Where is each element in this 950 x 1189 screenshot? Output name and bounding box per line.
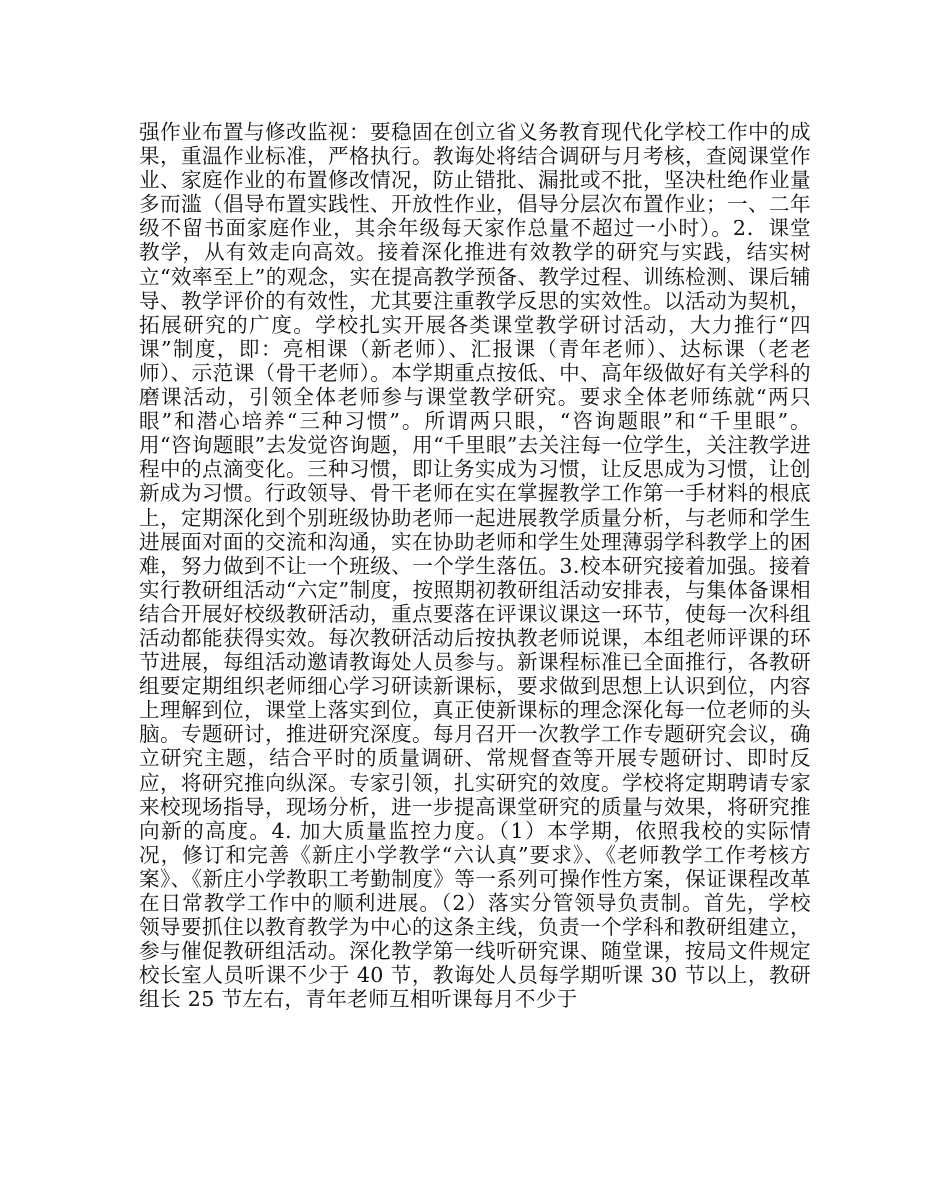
body-paragraph: 强作业布置与修改监视：要稳固在创立省义务教育现代化学校工作中的成果，重温作业标准，严格执行。教诲处将结合调研与月考核，查阅课堂作业、家庭作业的布置修改情况，防止错批、漏批或不批，坚决杜绝作业量多而滥（倡导布置实践性、开放性作业，倡导分层次布置作业；一、二年级不留书面家庭作业，其余年级每天家作总量不超过一小时）。2．课堂教学，从有效走向高效。接着深化推进有效教学的研究与实践，结实树立“效率至上”的观念，实在提高教学预备、教学过程、训练检测、课后辅导、教学评价的有效性，尤其要注重教学反思的实效性。以活动为契机，拓展研究的广度。学校扎实开展各类课堂教学研讨活动，大力推行“四课”制度，即：亮相课（新老师）、汇报课（青年老师）、达标课（老老师）、示范课（骨干老师）。本学期重点按低、中、高年级做好有关学科的磨课活动，引领全体老师参与课堂教学研究。要求全体老师练就“两只眼”和潜心培养“三种习惯”。所谓两只眼，“咨询题眼”和“千里眼”。用“咨询题眼”去发觉咨询题，用“千里眼”去关注每一位学生，关注教学进程中的点滴变化。三种习惯，即让务实成为习惯，让反思成为习惯，让创新成为习惯。行政领导、骨干老师在实在掌握教学工作第一手材料的根底上，定期深化到个别班级协助老师一起进展教学质量分析，与老师和学生进展面对面的交流和沟通，实在协助老师和学生处理薄弱学科教学上的困难，努力做到不让一个班级、一个学生落伍。3.校本研究接着加强。接着实行教研组活动“六定”制度，按照期初教研组活动安排表，与集体备课相结合开展好校级教研活动，重点要落在评课议课这一环节，使每一次科组活动都能获得实效。每次教研活动后按执教老师说课，本组老师评课的环节进展，每组活动邀请教诲处人员参与。新课程标准已全面推行，各教研组要定期组织老师细心学习研读新课标，要求做到思想上认识到位，内容上理解到位，课堂上落实到位，真正使新课标的理念深化每一位老师的头脑。专题研讨，推进研究深度。每月召开一次教学工作专题研究会议，确立研究主题，结合平时的质量调研、常规督查等开展专题研讨、即时反应，将研究推向纵深。专家引领，扎实研究的效度。学校将定期聘请专家来校现场指导，现场分析，进一步提高课堂研究的质量与效果，将研究推向新的高度。4. 加大质量监控力度。（1）本学期，依照我校的实际情况，修订和完善《新庄小学教学“六认真”要求》、《老师教学工作考核方案》、《新庄小学教职工考勤制度》等一系列可操作性方案，保证课程改革在日常教学工作中的顺利进展。（2）落实分管领导负责制。首先，学校领导要抓住以教育教学为中心的这条主线，负责一个学科和教研组建立，参与催促教研组活动。深化教学第一线听研究课、随堂课，按局文件规定校长室人员听课不少于 40 节，教诲处人员每学期听课 30 节以上，教研组长 25 节左右，青年老师互相听课每月不少于 — [139, 120, 811, 1012]
